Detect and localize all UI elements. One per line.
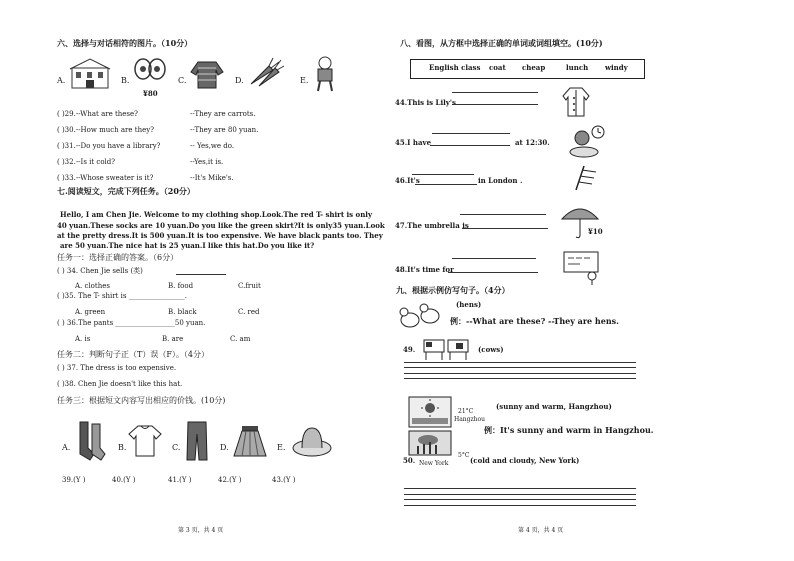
answer-line-34 [176,274,226,275]
clothes-option-c: C. [172,443,181,452]
passage-line-1: Hello, I am Chen Jie. Welcome to my clothing shop.Look.The red T- shirt is only [60,210,373,219]
option-b-label: B. [121,76,130,85]
clothes-option-e: E. [277,443,286,452]
q34-option-c: C.fruit [238,282,261,290]
option-a-label: A. [57,76,66,85]
line-48a [452,258,536,259]
word-lunch: lunch [566,63,589,72]
word-cheap: cheap [522,63,546,72]
clothes-option-b: B. [118,443,127,452]
question-29: ( )29.--What are these? [57,110,138,118]
passage-line-2: 40 yuan.These socks are 10 yuan.Do you like the green skirt?It is only35 yuan.Look [57,221,385,230]
q34-option-a: A. clothes [75,282,110,290]
coat-icon [562,86,590,118]
line-47a [460,214,546,215]
line-50d [404,505,636,506]
new-york-cloudy-card [408,430,452,456]
answer-41: 41.(Y ) [168,476,192,484]
cows-icon [420,334,472,362]
answer-30: --They are 80 yuan. [190,126,259,134]
english-class-blackboard-icon [560,250,602,286]
task-1-title: 任务一：选择正确的答案。（6分） [57,253,179,262]
line-44a [452,92,538,93]
line-45a [432,133,510,134]
skirt-icon [232,424,268,458]
section-9-title: 九、根据示例仿写句子。（4分） [396,285,510,295]
answer-42: 42.(Y ) [218,476,242,484]
option-e-label: E. [300,76,309,85]
socks-icon [76,420,106,462]
option-c-label: C. [178,76,187,85]
q36-option-c: C. am [230,335,251,343]
word-english-class: English class [429,63,481,72]
sweater-icon [190,58,224,90]
question-36: ( ) 36.The pants _________________50 yuan. [57,319,206,327]
hens-label: (hens) [456,300,482,309]
passage-line-3: at the pretty dress.It is 500 yuan.It is too expensive. We have black pants too. They [57,231,383,240]
line-47b [462,228,548,229]
hens-icon [398,302,442,332]
word-bank-box [410,59,645,79]
clothes-option-d: D. [220,443,229,452]
example-2: 例：It's sunny and warm in Hangzhou. [484,425,654,435]
price-tag-glasses-icon [133,56,167,86]
question-46-tail: in London . [478,176,523,185]
hangzhou-sunny-card [408,396,452,428]
right-page-footer: 第 4 页，共 4 页 [518,527,564,534]
section-8-title: 八、看图，从方框中选择正确的单词或词组填空。(10分) [400,38,603,48]
answer-43: 43.(Y ) [272,476,296,484]
question-31: ( )31.--Do you have a library? [57,142,161,150]
question-35: ( )35. The T- shirt is ________________. [57,292,187,300]
t-shirt-icon [128,424,162,458]
line-48b [448,272,538,273]
answer-29: --They are carrots. [190,110,256,118]
q34-option-b: B. food [168,282,194,290]
clothes-option-a: A. [62,443,71,452]
answer-32: --Yes,it is. [190,158,224,166]
question-45: 45.I have [395,138,432,147]
answer-39: 39.(Y ) [62,476,86,484]
question-44: 44.This is Lily's [395,98,456,107]
section-6-title: 六、选择与对话相符的图片。（10分） [57,38,193,48]
question-38: ( )38. Chen Jie doesn't like this hat. [57,380,183,388]
carrots-icon [245,56,285,90]
passage-line-4: are 50 yuan.The nice hat is 25 yuan.I like this hat.Do you like it? [60,241,315,250]
q35-option-a: A. green [75,308,106,316]
q36-option-b: B. are [162,335,184,343]
line-46b [415,184,477,185]
line-50b [404,494,636,495]
sunny-label: (sunny and warm, Hangzhou) [496,402,612,411]
section-7-title: 七.阅读短文，完成下列任务。（20分） [57,186,195,196]
hangzhou-temp: 21°C [458,408,474,415]
question-32: ( )32.--Is it cold? [57,158,116,166]
new-york-city: New York [419,460,449,467]
question-34: ( ) 34. Chen Jie sells (类) [57,267,143,275]
example-1: 例：--What are these? --They are hens. [450,316,619,326]
umbrella-price: ¥10 [588,227,603,236]
question-47: 47.The umbrella is [395,221,469,230]
line-44b [452,104,538,105]
answer-31: -- Yes,we do. [190,142,235,150]
line-49a [404,362,636,363]
line-50a [404,488,636,489]
question-48: 48.It's time for [395,265,454,274]
hangzhou-city: Hangzhou [454,416,486,423]
hat-icon [292,424,332,460]
windy-flag-icon [572,164,598,192]
line-50c [404,499,636,500]
option-d-label: D. [235,76,244,85]
question-49: 49. [403,345,416,354]
question-46: 46.It's [395,176,420,185]
new-york-temp: 5°C [458,452,470,459]
line-46a [412,174,474,175]
question-50: 50. [403,456,416,465]
question-33: ( )33.--Whose sweater is it? [57,174,154,182]
word-coat: coat [489,63,506,72]
q35-option-b: B. black [168,308,197,316]
task-2-title: 任务二：判断句子正（T）误（F）。（4分） [57,350,209,359]
q35-option-c: C. red [238,308,260,316]
answer-33: --It's Mike's. [190,174,234,182]
word-windy: windy [605,63,628,72]
boy-mike-icon [312,56,338,92]
line-49c [404,373,636,374]
line-49b [404,367,636,368]
line-49d [404,378,636,379]
lunch-clock-icon [568,124,608,160]
price-tag-label: ¥80 [143,89,158,98]
answer-40: 40.(Y ) [112,476,136,484]
question-45-tail: at 12:30. [515,138,550,147]
library-building-icon [68,56,112,92]
line-45b [430,145,510,146]
cold-label: (cold and cloudy, New York) [470,456,580,465]
q36-option-a: A. is [75,335,91,343]
question-30: ( )30.--How much are they? [57,126,154,134]
cows-label: (cows) [478,345,504,354]
task-3-title: 任务三：根据短文内容写出相应的价钱。(10分) [57,396,226,405]
left-page-footer: 第 3 页，共 4 页 [178,527,224,534]
question-37: ( ) 37. The dress is too expensive. [57,364,177,372]
pants-icon [185,420,209,462]
